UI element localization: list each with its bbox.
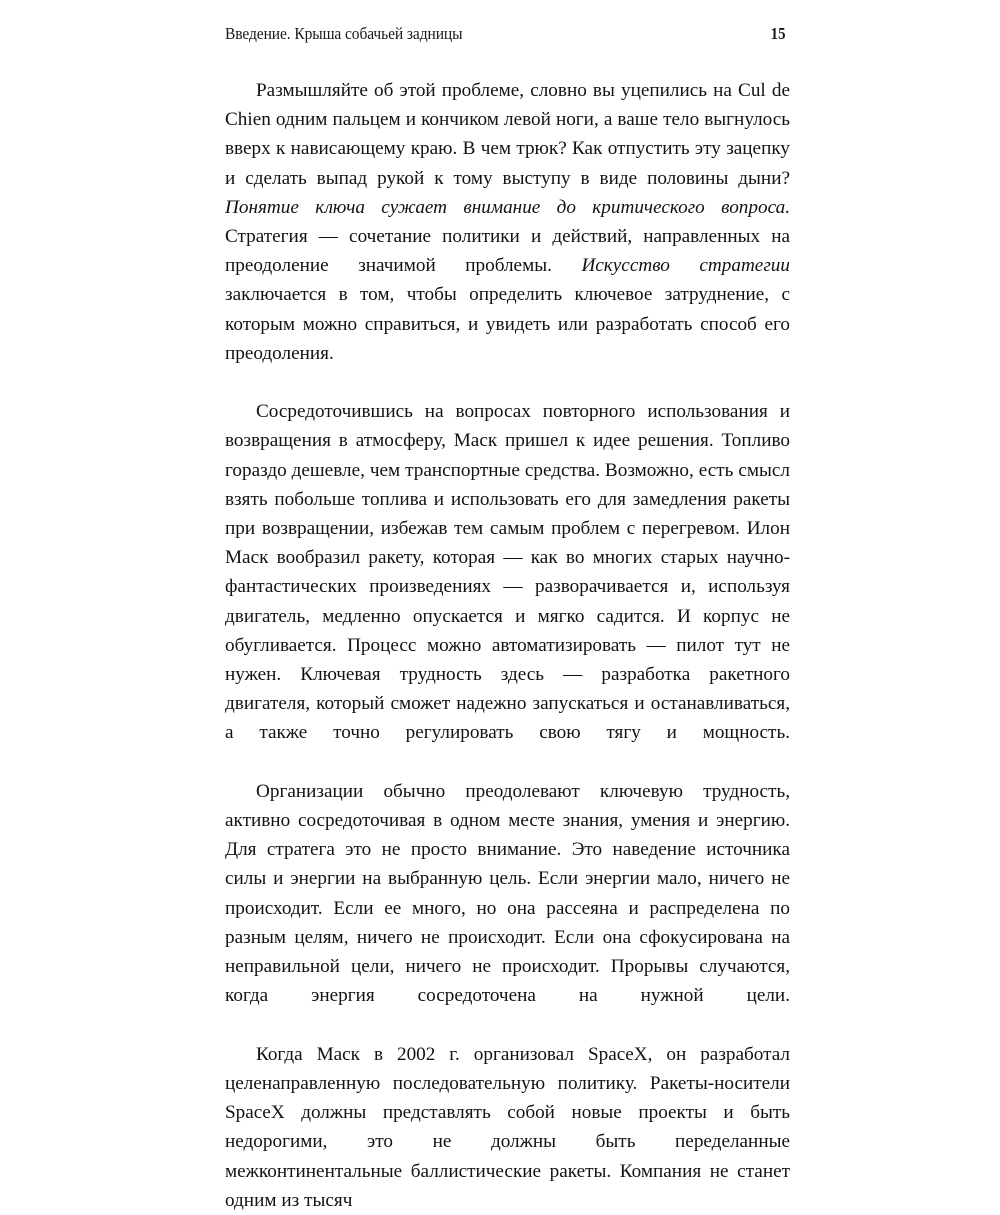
body-text: заключается в том, чтобы определить ключевое затруднение, с которым можно справиться, и увидеть или разработать способ его преодоления. [225,284,790,364]
body-text: Когда Маск в 2002 г. организовал SpaceX, он разработал целенаправленную последовательную политику. Ракеты-носители SpaceX должны представлять собой новые проекты и быть недорогими, это не должны быть переделанные межконтинентальные баллистические ракеты. Компания не станет одним из тысяч [225,1043,790,1211]
paragraph [225,397,790,777]
body-text: Сосредоточившись на вопросах повторного использования и возвращения в атмосферу, Маск пришел к идее решения. Топливо гораздо дешевле, чем транспортные средства. Возможно, есть смысл взять побольше топлива и использовать его для замедления ракеты при возвращении, избежав тем самым проблем с перегревом. Илон Маск вообразил ракету, которая — как во многих старых научно-фантастических произведениях — разворачивается и, используя двигатель, медленно опускается и мягко садится. И корпус не обугливается. Процесс можно автоматизировать — пилот тут не нужен. Ключевая трудность здесь — разработка ракетного двигателя, который сможет надежно запускаться и останавливаться, а также точно регулировать свою тягу и мощность. [225,401,790,744]
body-text: Размышляйте об этой проблеме, словно вы уцепились на Cul de Chien одним пальцем и кончиком левой ноги, а ваше тело выгнулось вверх к нависающему краю. В чем трюк? Как отпустить эту зацепку и сделать выпад рукой к тому выступу в виде половины дыни? [225,80,790,189]
body-text: Стратегия — сочетание политики и действий, направленных на преодоление значимой проблемы. [225,226,790,277]
page-number: 15 [770,24,785,43]
paragraph [225,777,790,1040]
body-text-block [225,76,790,1211]
running-head [225,24,785,50]
paragraph [225,76,790,397]
emphasis-text: Понятие ключа сужает внимание до критического вопроса. [225,196,790,218]
running-head-title: Введение. Крыша собачьей задницы [225,24,463,43]
body-text: Организации обычно преодолевают ключевую трудность, активно сосредоточивая в одном месте знания, умения и энергию. Для стратега это не просто внимание. Это наведение источника силы и энергии на выбранную цель. Если энергии мало, ничего не происходит. Если ее много, но она рассеяна и распределена по разным целям, ничего не происходит. Если она сфокусирована на неправильной цели, ничего не происходит. Прорывы случаются, когда энергия сосредоточена на нужной цели. [225,780,790,1007]
paragraph [225,1040,790,1215]
emphasis-text: Искусство стратегии [581,255,790,277]
